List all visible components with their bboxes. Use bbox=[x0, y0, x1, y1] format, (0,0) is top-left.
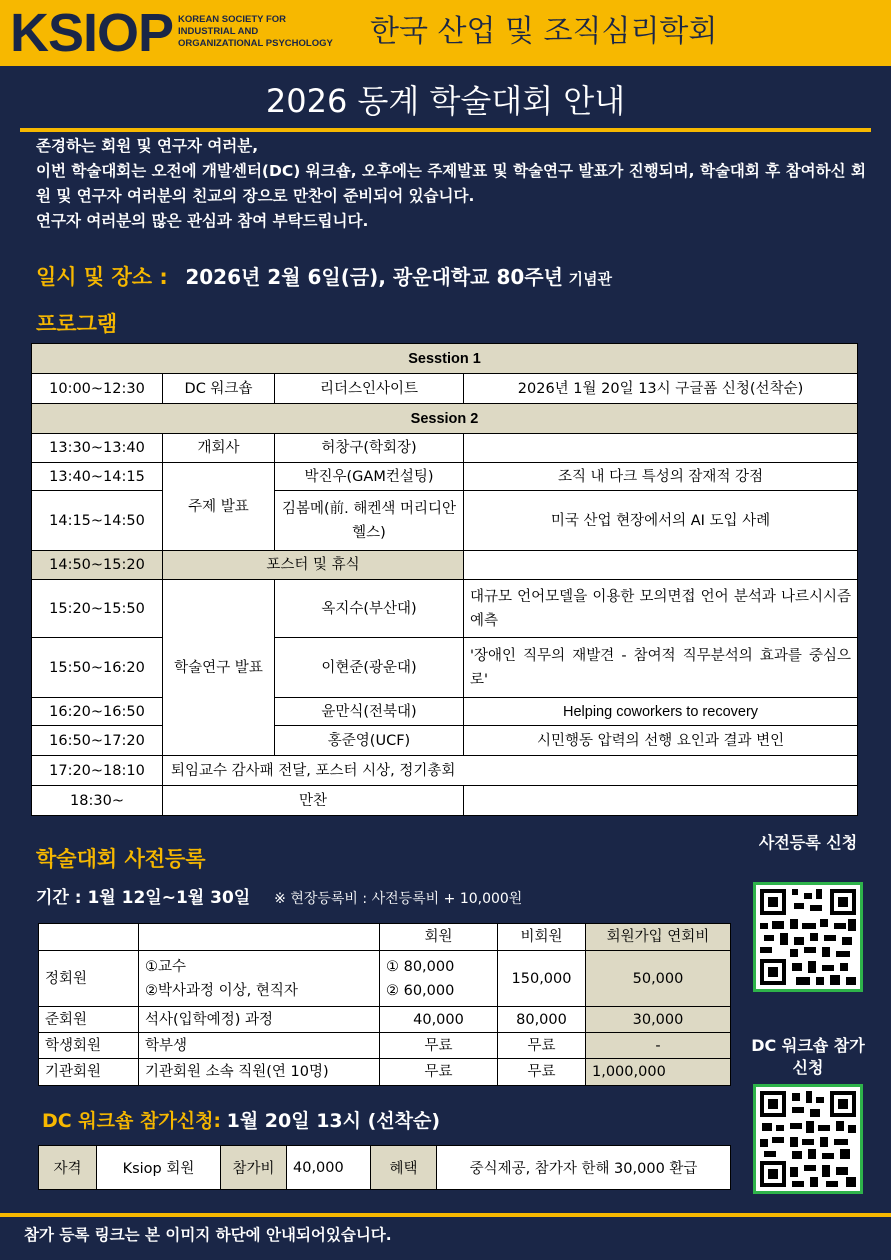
header-cell: 회원가입 연회비 bbox=[586, 924, 731, 951]
speaker-cell: 허창구(학회장) bbox=[275, 434, 464, 463]
eligibility-value: Ksiop 회원 bbox=[97, 1146, 221, 1190]
header-cell bbox=[139, 924, 380, 951]
desc-cell: Helping coworkers to recovery bbox=[464, 698, 858, 726]
session-header: Session 2 bbox=[32, 404, 858, 434]
title-divider bbox=[20, 128, 871, 132]
annual-fee-cell: - bbox=[586, 1033, 731, 1059]
table-row bbox=[32, 638, 858, 698]
time-cell: 10:00~12:30 bbox=[32, 374, 163, 404]
fee-label: 참가비 bbox=[221, 1146, 287, 1190]
time-cell: 14:15~14:50 bbox=[32, 491, 163, 551]
nonmember-fee-cell: 무료 bbox=[498, 1033, 586, 1059]
member-fee-cell: 무료 bbox=[380, 1033, 498, 1059]
fee-line: ② 60,000 bbox=[386, 982, 455, 999]
nonmember-fee-cell: 80,000 bbox=[498, 1007, 586, 1033]
table-row bbox=[39, 1033, 731, 1059]
period-text: 기간 : 1월 12일~1월 30일 bbox=[36, 888, 251, 908]
time-cell: 16:50~17:20 bbox=[32, 726, 163, 756]
dc-workshop-table bbox=[38, 1145, 731, 1190]
category-cell: 석사(입학예정) 과정 bbox=[139, 1007, 380, 1033]
speaker-cell: 박진우(GAM컨설팅) bbox=[275, 463, 464, 491]
date-venue-value: 2026년 2월 6일(금), 광운대학교 80주년 bbox=[185, 265, 563, 289]
fee-value: 40,000 bbox=[287, 1146, 371, 1190]
benefit-value: 중식제공, 참가자 한해 30,000 환급 bbox=[437, 1146, 731, 1190]
table-row bbox=[39, 1146, 731, 1190]
footer-note: 참가 등록 링크는 본 이미지 하단에 안내되어있습니다. bbox=[24, 1226, 392, 1244]
member-type-cell: 정회원 bbox=[39, 951, 139, 1007]
time-cell: 15:20~15:50 bbox=[32, 580, 163, 638]
time-cell: 13:40~14:15 bbox=[32, 463, 163, 491]
annual-fee-cell: 1,000,000 bbox=[586, 1059, 731, 1086]
speaker-cell: 이현준(광운대) bbox=[275, 638, 464, 698]
session-header: Sesstion 1 bbox=[32, 344, 858, 374]
speaker-cell: 홍준영(UCF) bbox=[275, 726, 464, 756]
table-row bbox=[39, 1059, 731, 1086]
registration-title: 학술대회 사전등록 bbox=[36, 847, 206, 871]
prereg-qr-code[interactable] bbox=[753, 882, 863, 992]
date-venue-suffix: 기념관 bbox=[568, 270, 612, 288]
date-venue-label: 일시 및 장소 : bbox=[36, 265, 168, 289]
table-row bbox=[32, 580, 858, 638]
speaker-cell: 윤만식(전북대) bbox=[275, 698, 464, 726]
time-cell: 15:50~16:20 bbox=[32, 638, 163, 698]
desc-cell: 조직 내 다크 특성의 잠재적 강점 bbox=[464, 463, 858, 491]
intro-line: 이번 학술대회는 오전에 개발센터(DC) 워크숍, 오후에는 주제발표 및 학술연구 발표가 진행되며, 학술대회 후 참여하신 회원 및 연구자 여러분의 친교의 장으로 만찬이 준비되어 있습니다. bbox=[36, 162, 866, 205]
dc-title-label: DC 워크숍 참가신청: bbox=[42, 1110, 222, 1132]
type-cell: 개회사 bbox=[163, 434, 275, 463]
intro-line: 연구자 여러분의 많은 관심과 참여 부탁드립니다. bbox=[36, 212, 369, 230]
qr-code-icon bbox=[756, 885, 860, 989]
table-row bbox=[32, 786, 858, 816]
time-cell: 18:30~ bbox=[32, 786, 163, 816]
intro-line: 존경하는 회원 및 연구자 여러분, bbox=[36, 137, 259, 155]
member-type-cell: 학생회원 bbox=[39, 1033, 139, 1059]
desc-cell bbox=[464, 434, 858, 463]
dc-qr-code[interactable] bbox=[753, 1084, 863, 1194]
table-row bbox=[32, 726, 858, 756]
logo-subtitle-line: KOREAN SOCIETY FOR bbox=[178, 14, 287, 25]
table-row bbox=[32, 434, 858, 463]
category-line: ②박사과정 이상, 현직자 bbox=[145, 982, 298, 999]
society-name: 한국 산업 및 조직심리학회 bbox=[370, 14, 718, 49]
intro-text bbox=[36, 134, 866, 234]
table-row bbox=[32, 756, 858, 786]
member-fee-cell: 40,000 bbox=[380, 1007, 498, 1033]
ksiop-logo: KSIOP bbox=[10, 3, 174, 63]
desc-cell: 2026년 1월 20일 13시 구글폼 신청(선착순) bbox=[464, 374, 858, 404]
qr-code-icon bbox=[756, 1087, 860, 1191]
dc-qr-label: DC 워크숍 참가신청 bbox=[751, 1036, 865, 1077]
benefit-label: 혜택 bbox=[371, 1146, 437, 1190]
header-cell: 회원 bbox=[380, 924, 498, 951]
category-cell bbox=[139, 951, 380, 1007]
program-title: 프로그램 bbox=[36, 312, 118, 336]
header-cell: 비회원 bbox=[498, 924, 586, 951]
time-cell: 14:50~15:20 bbox=[32, 551, 163, 580]
desc-cell: 만찬 bbox=[163, 786, 464, 816]
speaker-cell: 김봄메(前. 해켄색 머리디안 헬스) bbox=[275, 491, 464, 551]
time-cell: 17:20~18:10 bbox=[32, 756, 163, 786]
logo-subtitle-line: ORGANIZATIONAL PSYCHOLOGY bbox=[178, 38, 333, 49]
date-venue bbox=[36, 262, 612, 294]
registration-period bbox=[36, 884, 522, 913]
category-cell: 기관회원 소속 직원(연 10명) bbox=[139, 1059, 380, 1086]
annual-fee-cell: 30,000 bbox=[586, 1007, 731, 1033]
member-type-cell: 기관회원 bbox=[39, 1059, 139, 1086]
desc-cell: 시민행동 압력의 선행 요인과 결과 변인 bbox=[464, 726, 858, 756]
speaker-cell: 리더스인사이트 bbox=[275, 374, 464, 404]
speaker-cell: 옥지수(부산대) bbox=[275, 580, 464, 638]
member-fee-cell bbox=[380, 951, 498, 1007]
fee-table bbox=[38, 923, 731, 1086]
type-cell: 주제 발표 bbox=[163, 463, 275, 551]
desc-cell: 퇴임교수 감사패 전달, 포스터 시상, 정기총회 bbox=[163, 756, 858, 786]
logo-subtitle-line: INDUSTRIAL AND bbox=[178, 26, 259, 37]
prereg-qr-label: 사전등록 신청 bbox=[758, 833, 858, 852]
table-row bbox=[39, 924, 731, 951]
program-table bbox=[31, 343, 858, 816]
eligibility-label: 자격 bbox=[39, 1146, 97, 1190]
table-row bbox=[39, 1007, 731, 1033]
desc-cell bbox=[464, 786, 858, 816]
dc-workshop-title bbox=[42, 1106, 440, 1137]
table-row bbox=[32, 491, 858, 551]
fee-line: ① 80,000 bbox=[386, 958, 455, 975]
header-cell bbox=[39, 924, 139, 951]
dc-title-value: 1월 20일 13시 (선착순) bbox=[226, 1110, 441, 1132]
desc-cell: 대규모 언어모델을 이용한 모의면접 언어 분석과 나르시시즘 예측 bbox=[464, 580, 858, 638]
type-cell: 포스터 및 휴식 bbox=[163, 551, 464, 580]
logo-subtitle bbox=[178, 14, 333, 50]
table-row bbox=[32, 374, 858, 404]
header-bar bbox=[0, 0, 891, 66]
table-row bbox=[32, 698, 858, 726]
footer-divider bbox=[0, 1213, 891, 1217]
time-cell: 16:20~16:50 bbox=[32, 698, 163, 726]
member-fee-cell: 무료 bbox=[380, 1059, 498, 1086]
desc-cell: 미국 산업 현장에서의 AI 도입 사례 bbox=[464, 491, 858, 551]
desc-cell bbox=[464, 551, 858, 580]
page-title: 2026 동계 학술대회 안내 bbox=[265, 82, 626, 120]
category-line: ①교수 bbox=[145, 958, 187, 975]
nonmember-fee-cell: 150,000 bbox=[498, 951, 586, 1007]
annual-fee-cell: 50,000 bbox=[586, 951, 731, 1007]
table-row bbox=[32, 463, 858, 491]
category-cell: 학부생 bbox=[139, 1033, 380, 1059]
desc-cell: '장애인 직무의 재발견 - 참여적 직무분석의 효과를 중심으로' bbox=[464, 638, 858, 698]
table-row bbox=[32, 551, 858, 580]
member-type-cell: 준회원 bbox=[39, 1007, 139, 1033]
nonmember-fee-cell: 무료 bbox=[498, 1059, 586, 1086]
type-cell: DC 워크숍 bbox=[163, 374, 275, 404]
type-cell: 학술연구 발표 bbox=[163, 580, 275, 756]
table-row bbox=[39, 951, 731, 1007]
onsite-fee-note: ※ 현장등록비 : 사전등록비 + 10,000원 bbox=[274, 891, 523, 907]
time-cell: 13:30~13:40 bbox=[32, 434, 163, 463]
